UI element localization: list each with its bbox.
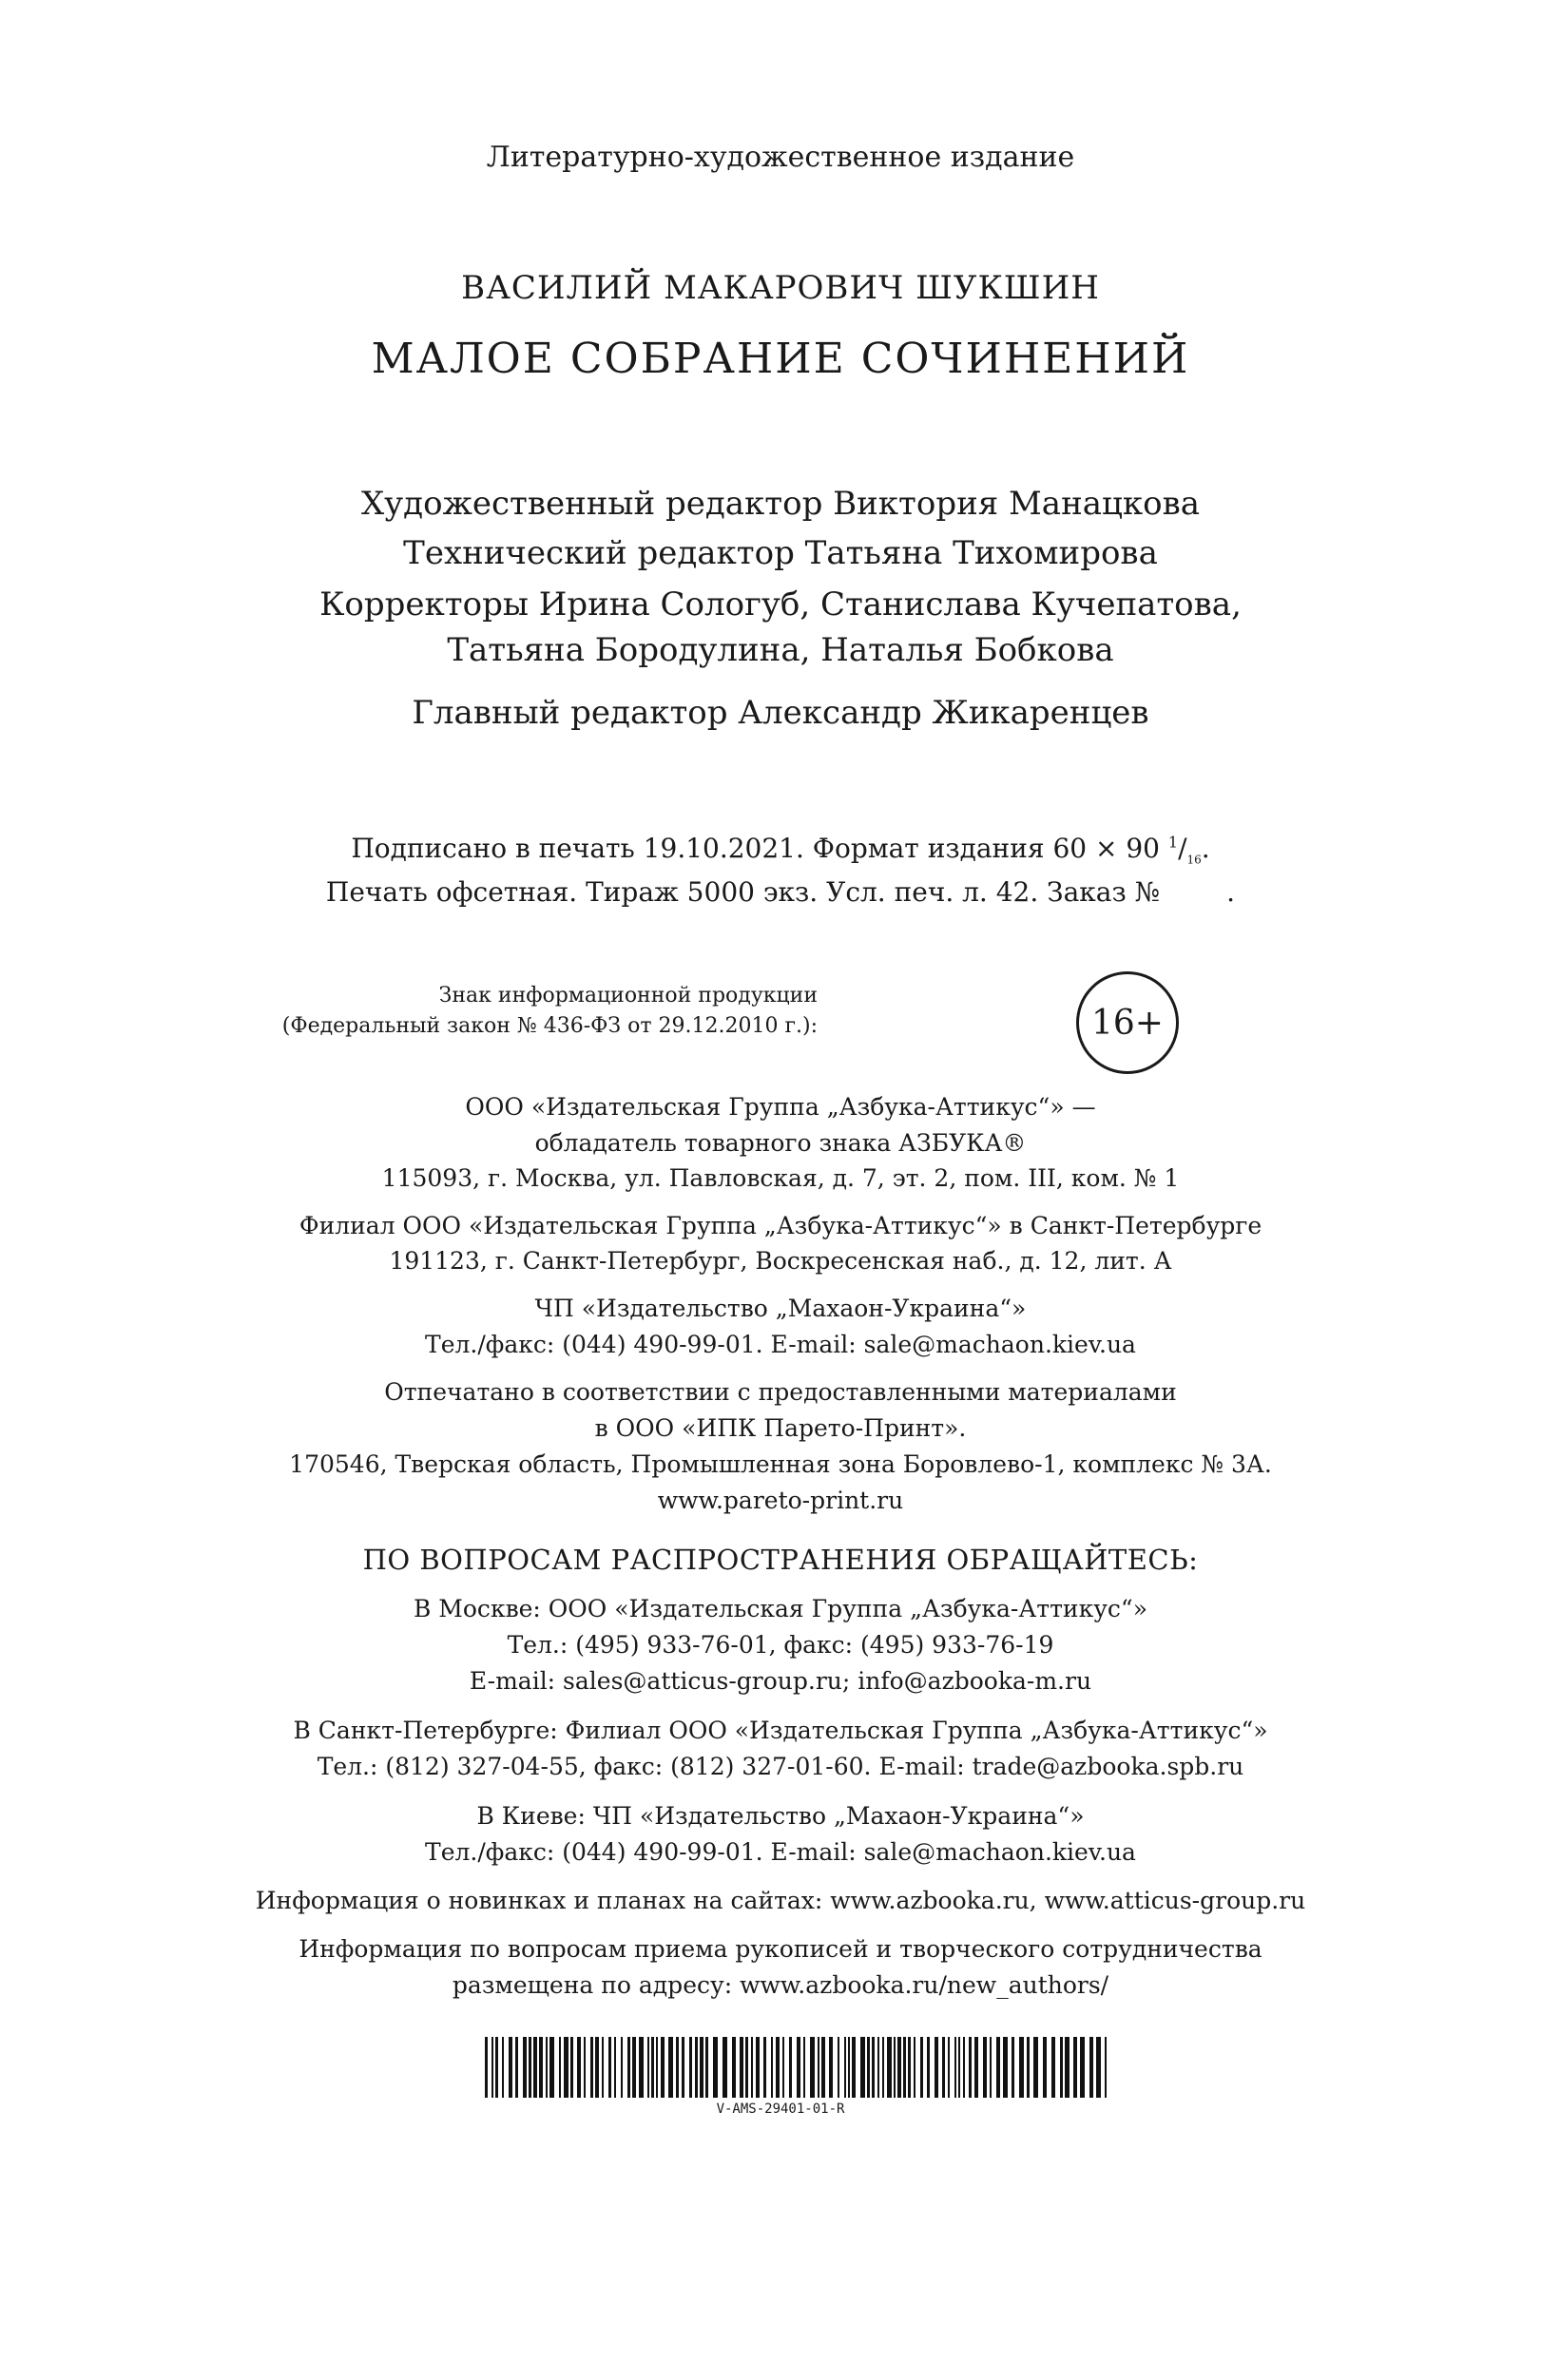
barcode-bar — [627, 2037, 630, 2098]
author-name: ВАСИЛИЙ МАКАРОВИЧ ШУКШИН — [461, 269, 1100, 307]
barcode-bar — [529, 2037, 531, 2098]
barcode-bar — [740, 2037, 743, 2098]
barcode-bar — [602, 2037, 604, 2098]
barcode-bar — [661, 2037, 665, 2098]
barcode-bar — [1027, 2037, 1030, 2098]
printed-line-2: в ООО «ИПК Парето-Принт». — [594, 1414, 967, 1442]
barcode-bar — [751, 2037, 753, 2098]
barcode-bar — [903, 2037, 906, 2098]
barcode-bar — [954, 2037, 956, 2098]
barcode-bar — [1105, 2037, 1107, 2098]
distribution-kiev-2: Тел./факс: (044) 490-99-01. E-mail: sale@machaon.kiev.ua — [425, 1838, 1136, 1866]
barcode-bar — [797, 2037, 800, 2098]
websites-info: Информация о новинках и планах на сайтах: www.azbooka.ru, www.atticus-group.ru — [255, 1887, 1306, 1914]
barcode-bar — [695, 2037, 698, 2098]
barcode-bar — [942, 2037, 945, 2098]
publisher-line-3: 115093, г. Москва, ул. Павловская, д. 7, эт. 2, пом. III, ком. № 1 — [381, 1164, 1180, 1192]
barcode-bar — [882, 2037, 884, 2098]
publisher-line-2: обладатель товарного знака АЗБУКА® — [534, 1129, 1027, 1157]
printed-line-4: www.pareto-print.ru — [657, 1487, 904, 1514]
barcode-bar — [1051, 2037, 1055, 2098]
barcode-bar — [577, 2037, 581, 2098]
barcode-bar — [647, 2037, 649, 2098]
barcode-bar — [515, 2037, 518, 2098]
barcode-bar — [771, 2037, 773, 2098]
barcode-bar — [887, 2037, 892, 2098]
manuscripts-line-1: Информация по вопросам приема рукописей и творческого сотрудничества — [299, 1935, 1262, 1963]
barcode-bar — [509, 2037, 512, 2098]
barcode-bar — [990, 2037, 992, 2098]
barcode-bar — [1012, 2037, 1014, 2098]
barcode-bar — [782, 2037, 784, 2098]
barcode-bar — [614, 2037, 616, 2098]
barcode-bar — [559, 2037, 561, 2098]
barcode-bar — [533, 2037, 537, 2098]
barcode-bar — [1096, 2037, 1101, 2098]
barcode-bar — [1080, 2037, 1085, 2098]
barcode-bar — [485, 2037, 488, 2098]
barcode-bar — [495, 2037, 498, 2098]
barcode-bar — [908, 2037, 911, 2098]
barcode-bar — [676, 2037, 679, 2098]
distribution-moscow-3: E-mail: sales@atticus-group.ru; info@azbooka-m.ru — [469, 1667, 1092, 1695]
barcode-bar — [969, 2037, 972, 2098]
publisher-line-1: ООО «Издательская Группа „Азбука-Аттикус“» — — [465, 1093, 1096, 1121]
info-sign-text — [282, 981, 818, 1042]
barcode-bar — [803, 2037, 805, 2098]
barcode-bar — [539, 2037, 543, 2098]
distribution-moscow-2: Тел.: (495) 933-76-01, факс: (495) 933-76-19 — [507, 1631, 1054, 1659]
barcode-bar — [608, 2037, 611, 2098]
barcode-bar — [632, 2037, 636, 2098]
barcode-bar — [621, 2037, 623, 2098]
barcode-bar — [852, 2037, 856, 2098]
print-line-2-end: . — [1226, 876, 1236, 908]
barcode-bar — [584, 2037, 586, 2098]
barcode-bar — [963, 2037, 965, 2098]
barcode-bar — [570, 2037, 573, 2098]
barcode-bar — [705, 2037, 708, 2098]
branch-line-1: Филиал ООО «Издательская Группа „Азбука-Аттикус“» в Санкт-Петербурге — [299, 1212, 1262, 1239]
print-format: Подписано в печать 19.10.2021. Формат издания 60 × 90 — [351, 833, 1160, 864]
proofreaders-line-1: Корректоры Ирина Сологуб, Станислава Кучепатова, — [319, 585, 1242, 624]
barcode-bar — [700, 2037, 703, 2098]
barcode-bar — [829, 2037, 833, 2098]
barcode — [485, 2037, 1112, 2098]
barcode-bar — [1065, 2037, 1070, 2098]
barcode-bar — [983, 2037, 987, 2098]
barcode-bar — [1033, 2037, 1038, 2098]
barcode-bar — [656, 2037, 658, 2098]
barcode-bar — [639, 2037, 644, 2098]
barcode-bar — [776, 2037, 780, 2098]
barcode-bar — [546, 2037, 548, 2098]
barcode-bar — [877, 2037, 879, 2098]
printed-line-3: 170546, Тверская область, Промышленная зона Боровлево-1, комплекс № 3А. — [289, 1450, 1272, 1478]
barcode-bar — [523, 2037, 527, 2098]
barcode-bar — [821, 2037, 825, 2098]
barcode-bar — [1073, 2037, 1077, 2098]
distribution-heading: ПО ВОПРОСАМ РАСПРОСТРАНЕНИЯ ОБРАЩАЙТЕСЬ: — [362, 1544, 1199, 1576]
tech-editor: Технический редактор Татьяна Тихомирова — [403, 534, 1158, 572]
barcode-bar — [1060, 2037, 1063, 2098]
barcode-bar — [872, 2037, 875, 2098]
barcode-bar — [927, 2037, 930, 2098]
fraction-numerator: 1 — [1167, 833, 1179, 852]
barcode-bar — [595, 2037, 599, 2098]
barcode-bar — [958, 2037, 960, 2098]
barcode-label: V-AMS-29401-01-R — [716, 2102, 845, 2117]
genre-line: Литературно-художественное издание — [486, 141, 1075, 174]
age-rating-badge: 16+ — [1076, 971, 1179, 1074]
barcode-bar — [1043, 2037, 1047, 2098]
barcode-bar — [789, 2037, 792, 2098]
barcode-bar — [549, 2037, 554, 2098]
fraction-denominator: 16 — [1186, 853, 1202, 867]
barcode-bar — [974, 2037, 978, 2098]
distribution-moscow-1: В Москве: ООО «Издательская Группа „Азбука-Аттикус“» — [413, 1595, 1148, 1622]
distribution-kiev-1: В Киеве: ЧП «Издательство „Махаон-Украина“» — [476, 1802, 1085, 1830]
barcode-bar — [756, 2037, 760, 2098]
barcode-bar — [914, 2037, 915, 2098]
manuscripts-line-2: размещена по адресу: www.azbooka.ru/new_authors/ — [452, 1971, 1109, 1999]
print-line-1-end: . — [1201, 833, 1210, 864]
barcode-bar — [860, 2037, 865, 2098]
print-info-line-1: Подписано в печать 19.10.2021. Формат издания 60 × 90 $^1/_{16}$. — [351, 833, 1210, 867]
barcode-bar — [948, 2037, 950, 2098]
chief-editor: Главный редактор Александр Жикаренцев — [412, 694, 1149, 732]
proofreaders-line-2: Татьяна Бородулина, Наталья Бобкова — [447, 631, 1114, 669]
info-sign-line-1: Знак информационной продукции — [438, 984, 818, 1008]
barcode-bar — [564, 2037, 569, 2098]
barcode-bar — [897, 2037, 901, 2098]
barcode-bar — [935, 2037, 938, 2098]
distribution-spb-2: Тел.: (812) 327-04-55, факс: (812) 327-01-60. E-mail: trade@azbooka.spb.ru — [317, 1753, 1244, 1780]
barcode-bar — [996, 2037, 1000, 2098]
barcode-bar — [838, 2037, 839, 2098]
barcode-bar — [920, 2037, 923, 2098]
barcode-bar — [867, 2037, 870, 2098]
barcode-bar — [763, 2037, 766, 2098]
art-editor: Художественный редактор Виктория Манацкова — [360, 485, 1201, 523]
print-info-line-2 — [0, 876, 1561, 908]
barcode-bar — [894, 2037, 896, 2098]
barcode-bar — [502, 2037, 504, 2098]
barcode-bar — [723, 2037, 727, 2098]
book-title: МАЛОЕ СОБРАНИЕ СОЧИНЕНИЙ — [371, 335, 1190, 383]
barcode-bar — [689, 2037, 692, 2098]
barcode-bar — [491, 2037, 493, 2098]
barcode-bar — [651, 2037, 654, 2098]
barcode-bar — [1003, 2037, 1008, 2098]
ukraine-line-1: ЧП «Издательство „Махаон-Украина“» — [534, 1295, 1027, 1322]
info-sign-line-2: (Федеральный закон № 436-ФЗ от 29.12.2010 г.): — [281, 1014, 818, 1038]
barcode-bar — [732, 2037, 736, 2098]
barcode-bar — [745, 2037, 748, 2098]
barcode-bar — [1089, 2037, 1093, 2098]
barcode-bar — [590, 2037, 593, 2098]
printed-line-1: Отпечатано в соответствии с предоставленными материалами — [384, 1378, 1177, 1406]
print-run: Печать офсетная. Тираж 5000 экз. Усл. печ. л. 42. Заказ № — [325, 876, 1161, 908]
barcode-bar — [810, 2037, 815, 2098]
barcode-bar — [668, 2037, 673, 2098]
branch-line-2: 191123, г. Санкт-Петербург, Воскресенская наб., д. 12, лит. А — [389, 1247, 1172, 1275]
distribution-spb-1: В Санкт-Петербурге: Филиал ООО «Издательская Группа „Азбука-Аттикус“» — [293, 1717, 1268, 1744]
barcode-bar — [844, 2037, 846, 2098]
barcode-bar — [713, 2037, 718, 2098]
barcode-bar — [818, 2037, 819, 2098]
barcode-bar — [848, 2037, 850, 2098]
ukraine-line-2: Тел./факс: (044) 490-99-01. E-mail: sale@machaon.kiev.ua — [425, 1331, 1136, 1358]
barcode-bar — [1019, 2037, 1024, 2098]
barcode-bar — [682, 2037, 684, 2098]
